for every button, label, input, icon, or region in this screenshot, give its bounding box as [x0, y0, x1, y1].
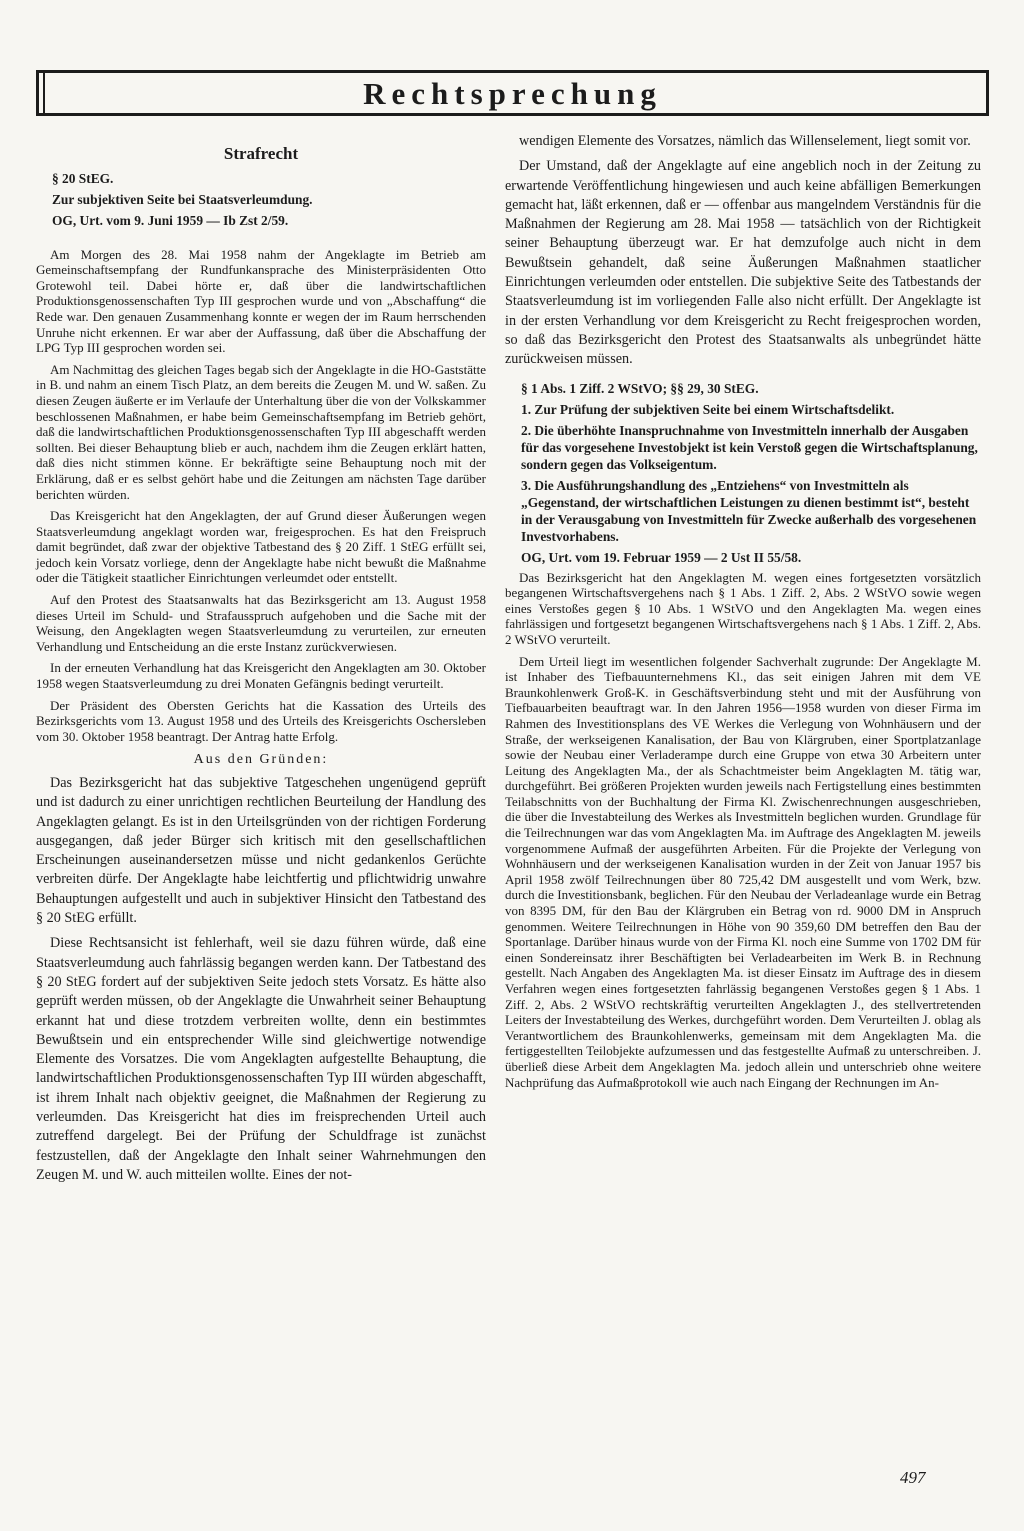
case2-law: § 1 Abs. 1 Ziff. 2 WStVO; §§ 29, 30 StEG. — [521, 380, 759, 396]
left-column — [36, 136, 486, 1191]
right-column — [505, 132, 981, 1096]
page-number: 497 — [900, 1468, 926, 1487]
paragraph: Das Bezirksgericht hat das subjektive Tatgeschehen ungenügend geprüft und ist dadurch zu einer unrichtigen rechtlichen Beurteilung der Handlung des Angeklagten gelangt. Es ist in den Urteilsgründen von der richtigen Forderung ausgegangen, daß jeder Bürger sich kritisch mit den gesellschaftlichen Erscheinungen auseinandersetzen müsse und nicht gedankenlos Gerüchte verbreiten dürfe. Der Angeklagte habe leichtfertig und pflichtwidrig unwahre Behauptungen aufgestellt und auch in subjektiver Hinsicht den Tatbestand des § 20 StEG erfüllt. — [36, 775, 486, 927]
paragraph: Das Kreisgericht hat den Angeklagten, der auf Grund dieser Äußerungen wegen Staatsverleumdung angeklagt worden war, freigesprochen. Es hat den Freispruch damit begründet, daß zwar der objektive Tatbestand des § 20 Ziff. 1 StEG erfüllt sei, jedoch kein Vorsatz vorliege, denn der Angeklagte habe nicht bewußt die Maßnahme oder die Tätigkeit staatlicher Einrichtungen verleumdet oder entstellt. — [36, 508, 486, 586]
case2-headnote-1: 1. Zur Prüfung der subjektiven Seite bei einem Wirtschaftsdelikt. — [521, 401, 895, 417]
paragraph: Am Nachmittag des gleichen Tages begab sich der Angeklagte in die HO-Gaststätte in B. und nahm an einem Tisch Platz, an dem bereits die Zeugen M. und W. saßen. Zu diesen Zeugen äußerte er im Verlaufe der Unterhaltung über die von der Volkskammer beschlossenen Maßnahmen, er habe beim Gemeinschaftsempfang im Betrieb gehört, daß die landwirtschaftlichen Produktionsgenossenschaften Typ III abgeschafft werden sollten. Bei dieser Behauptung blieb er auch, nachdem ihm die Zeugen erklärt hatten, daß dies nicht stimmen könne. Er bekräftigte seine Behauptung noch mit der Erklärung, daß er es selbst gehört habe und die Zeitungen am nächsten Tage darüber berichten würden. — [36, 361, 486, 502]
page-title: Rechtsprechung — [363, 76, 662, 111]
case1-law: § 20 StEG. — [52, 170, 114, 186]
paragraph: Der Umstand, daß der Angeklagte auf eine angeblich noch in der Zeitung zu erwartende Veröffentlichung hingewiesen und auch keine abfälligen Bemerkungen gemacht hat, läßt erkennen, daß er — offenbar aus mangelndem Verständnis für die Maßnahmen der Regierung am 28. Mai 1958 — tatsächlich von der Richtigkeit seiner Behauptung überzeugt war. Er hat demzufolge auch nicht in dem Bewußtsein gehandelt, daß seine Äußerungen Maßnahmen staatlicher Einrichtungen verleumden oder entstellen. Die subjektive Seite des Tatbestands der Staatsverleumdung ist im vorliegenden Falle also nicht erfüllt. Der Angeklagte ist in der ersten Verhandlung vor dem Kreisgericht zu Recht freigesprochen worden, so daß das Bezirksgericht den Protest des Staatsanwalts als unbegründet hätte zurückweisen müssen. — [505, 158, 981, 368]
paragraph: Das Bezirksgericht hat den Angeklagten M. wegen eines fortgesetzten vorsätzlich begangenen Wirtschaftsvergehens nach § 1 Abs. 1 Ziff. 2, Abs. 2 WStVO sowie wegen eines Verstoßes gegen § 10 Abs. 1 WStVO und den Angeklagten Ma. wegen eines fahrlässigen und fortgesetzt begangenen Wirtschaftsvergehens nach § 1 Abs. 1 Ziff. 2, Abs. 2 WStVO verurteilt. — [505, 569, 981, 647]
case1-topic: Zur subjektiven Seite bei Staatsverleumdung. — [52, 191, 313, 207]
paragraph: Auf den Protest des Staatsanwalts hat das Bezirksgericht am 13. August 1958 dieses Urteil im Schuld- und Strafausspruch aufgehoben und die Sache mit der Weisung, den Angeklagten wegen Staatsverleumdung zu verurteilen, zur erneuten Verhandlung und Entscheidung an die erste Instanz zurückverwiesen. — [36, 592, 486, 654]
paragraph: Dem Urteil liegt im wesentlichen folgender Sachverhalt zugrunde: Der Angeklagte M. ist Inhaber des Tiefbauunternehmens Kl., das seit einigen Jahren mit dem VE Braunkohlenwerk Groß-K. in Geschäftsverbindung steht und mit der Ausführung von Tiefbauarbeiten beauftragt war. In den Jahren 1956—1958 wurden von dieser Firma im Rahmen des Investitionsplans des VE Werkes die Verlegung von Wohnhäusern und der Straße, der werkseigenen Kanalisation, der Bau von Klärgruben, einer Sportplatzanlage sowie der Neubau einer Verladerampe durch eine Gruppe von etwa 30 Arbeitern unter Leitung des Angeklagten Ma., der als Schachtmeister beim Angeklagten M. tätig war, durchgeführt. Bei größeren Projekten wurden jeweils nach Fertigstellung eines bestimmten Teilabschnitts von der Buchhaltung der Firma Kl. Zwischenrechnungen ausgeschrieben, die über die Investabteilung des Werkes als Investmitteln beglichen wurden. Grundlage für die Teilrechnungen war das vom Angeklagten Ma. im Auftrage des Angeklagten M. jeweils vorgenommene Aufmaß der ausgeführten Arbeiten. Für die Projekte der Verlegung von Wohnhäusern und der werkseigenen Kanalisation wurden in der Zeit von Januar 1957 bis April 1958 zwölf Teilrechnungen über 80 725,42 DM ausgestellt und vom Werk, bzw. durch die Investitionsbank, beglichen. Für den Neubau der Verladeanlage wurde ein Betrag von 8395 DM, für den Bau der Klärgruben ein Betrag von rd. 9000 DM in Anspruch genommen. Weitere Teilrechnungen in Höhe von 90 359,60 DM betreffen den Bau der Sportanlage. Darüber hinaus wurde von der Firma Kl. noch eine Summe von 1702 DM für einen Sondereinsatz ihrer Beschäftigten bei Verladearbeiten im Werk B. in Rechnung gestellt. Nach Angaben des Angeklagten Ma. ist dieser Einsatz im Auftrage des in diesem Verfahren wegen eines fortgesetzten fahrlässig begangenen Verstoßes gegen § 1 Abs. 1 Ziff. 2, Abs. 2 WStVO rechtskräftig verurteilten Angeklagten J., des stellvertretenden Leiters der Investabteilung des Werkes, durchgeführt worden. Dem Verurteilten J. oblag als Verantwortlichem des Braunkohlenwerks, gemeinsam mit dem Angeklagten Ma. die fertiggestellten Teilobjekte aufzumessen und das festgestellte Aufmaß zu unterschreiben. J. überließ diese Arbeit dem Angeklagten Ma. jedoch allein und unterschrieb ohne weitere Nachprüfung das Aufmaßprotokoll wie auch nach Eingang der Rechnungen im An- — [505, 653, 981, 1090]
case1-reference: OG, Urt. vom 9. Juni 1959 — Ib Zst 2/59. — [52, 212, 289, 228]
title-frame — [36, 70, 989, 116]
section-title: Strafrecht — [223, 144, 299, 163]
case2-headnote-3: 3. Die Ausführungshandlung des „Entziehens“ von Investmitteln als „Gegenstand, der wirtschaftlichen Leistungen zu dienen bestimmt ist“, besteht in der Verausgabung von Investmitteln für Zwecke außerhalb des vorgesehenen Investvorhabens. — [521, 477, 977, 544]
case2-reference: OG, Urt. vom 19. Februar 1959 — 2 Ust II 55/58. — [521, 549, 802, 565]
case2-headnote-2: 2. Die überhöhte Inanspruchnahme von Investmitteln innerhalb der Ausgaben für das vorgesehene Investobjekt ist kein Verstoß gegen die Wirtschaftsplanung, sondern gegen das Volkseigentum. — [521, 422, 978, 472]
paragraph: Diese Rechtsansicht ist fehlerhaft, weil sie dazu führen würde, daß eine Staatsverleumdung auch fahrlässig begangen werden kann. Der Tatbestand des § 20 StEG fordert auf der subjektiven Seite jedoch stets Vorsatz. Es hätte also geprüft werden müssen, ob der Angeklagte die Unwahrheit seiner Behauptung erkannt hat und diese trotzdem verbreiten wollte, denn ein bestimmtes Bewußtsein und ein entsprechender Wille sind gleichwertige notwendige Elemente des Vorsatzes. Die vom Angeklagten aufgestellte Behauptung, die landwirtschaftlichen Produktionsgenossenschaften Typ III würden abgeschafft, ist ihrem Inhalt nach objektiv geeignet, die Maßnahmen der Regierung zu verleumden. Das Kreisgericht hat dies im freisprechenden Urteil auch zutreffend dargelegt. Bei der Prüfung der Schuldfrage ist zunächst festzustellen, daß der Angeklagte den Inhalt seiner Wahrnehmungen den Zeugen M. und W. auch mitteilen wollte. Eines der not- — [36, 935, 486, 1183]
paragraph: In der erneuten Verhandlung hat das Kreisgericht den Angeklagten am 30. Oktober 1958 wegen Staatsverleumdung zu drei Monaten Gefängnis bedingt verurteilt. — [36, 660, 486, 692]
paragraph: Der Präsident des Obersten Gerichts hat die Kassation des Urteils des Bezirksgerichts vom 13. August 1958 und des Urteils des Kreisgerichts Oschersleben vom 30. Oktober 1958 beantragt. Der Antrag hatte Erfolg. — [36, 697, 486, 744]
paragraph: Am Morgen des 28. Mai 1958 nahm der Angeklagte im Betrieb am Gemeinschaftsempfang der Rundfunkansprache des Ministerpräsidenten Otto Grotewohl teil. Dabei hörte er, daß über die landwirtschaftlichen Produktionsgenossenschaften Typ III gesprochen wurde und von „Abschaffung“ die Rede war. Den genauen Zusammenhang konnte er wegen der im Raum herrschenden Unruhe nicht erkennen. Er war aber der Auffassung, daß über die Abschaffung der LPG Typ III gesprochen worden sei. — [36, 246, 486, 356]
paragraph: wendigen Elemente des Vorsatzes, nämlich das Willenselement, liegt somit vor. — [519, 133, 971, 149]
reasons-heading: Aus den Gründen: — [193, 752, 329, 768]
